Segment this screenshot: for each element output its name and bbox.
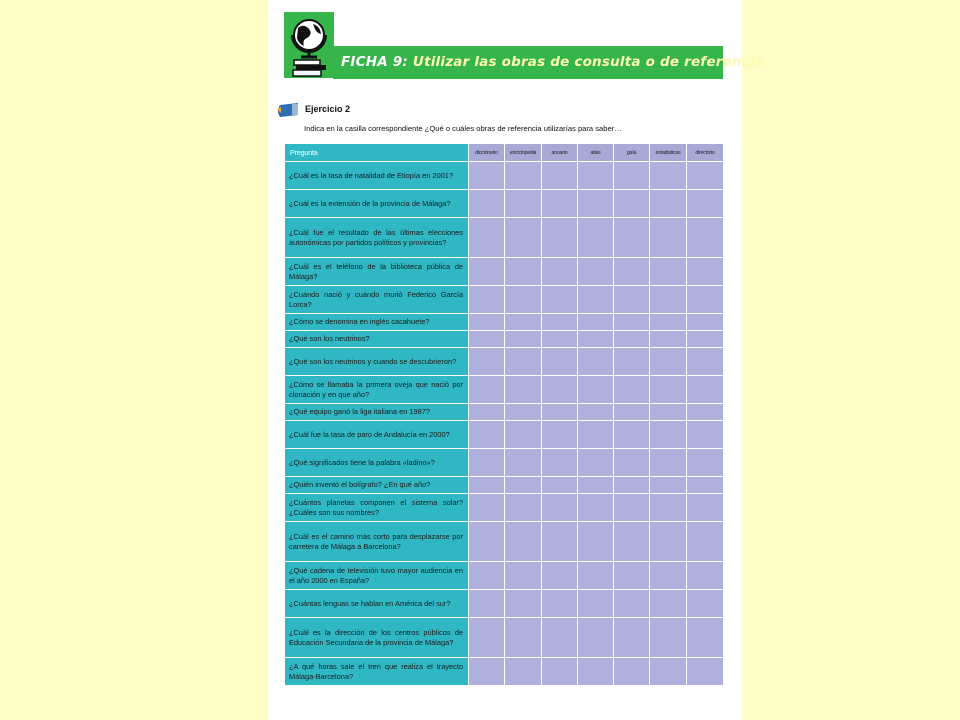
question-cell: ¿Cuál fue el resultado de las últimas elecciones autonómicas por partidos políticos y provincias? [285, 218, 469, 258]
answer-checkbox-cell[interactable] [614, 404, 650, 421]
answer-checkbox-cell[interactable] [505, 421, 542, 449]
answer-checkbox-cell[interactable] [469, 590, 505, 618]
answer-checkbox-cell[interactable] [650, 421, 687, 449]
question-cell: ¿Cuál fue la tasa de paro de Andalucía en 2000? [285, 421, 469, 449]
question-cell: ¿Qué son los neutrinos y cuando se descubrieron? [285, 348, 469, 376]
answer-checkbox-cell[interactable] [614, 522, 650, 562]
question-cell: ¿Cuál es la extensión de la provincia de Málaga? [285, 190, 469, 218]
answer-checkbox-cell[interactable] [614, 494, 650, 522]
answer-checkbox-cell[interactable] [687, 590, 724, 618]
table-row [285, 331, 724, 348]
answer-checkbox-cell[interactable] [650, 190, 687, 218]
answer-checkbox-cell[interactable] [578, 421, 614, 449]
answer-checkbox-cell[interactable] [542, 658, 578, 686]
answer-checkbox-cell[interactable] [469, 218, 505, 258]
table-row [285, 314, 724, 331]
answer-checkbox-cell[interactable] [687, 477, 724, 494]
answer-checkbox-cell[interactable] [469, 562, 505, 590]
answer-checkbox-cell[interactable] [687, 190, 724, 218]
table-row [285, 477, 724, 494]
answer-checkbox-cell[interactable] [469, 348, 505, 376]
answer-checkbox-cell[interactable] [650, 258, 687, 286]
answer-checkbox-cell[interactable] [614, 658, 650, 686]
answer-checkbox-cell[interactable] [687, 449, 724, 477]
answer-checkbox-cell[interactable] [469, 286, 505, 314]
table-row [285, 421, 724, 449]
answer-checkbox-cell[interactable] [505, 658, 542, 686]
answer-checkbox-cell[interactable] [469, 449, 505, 477]
answer-checkbox-cell[interactable] [542, 258, 578, 286]
answer-checkbox-cell[interactable] [505, 162, 542, 190]
answer-checkbox-cell[interactable] [505, 449, 542, 477]
table-row [285, 404, 724, 421]
table-row [285, 449, 724, 477]
table-row [285, 218, 724, 258]
question-cell: ¿Cuándo nació y cuándo murió Federico García Lorca? [285, 286, 469, 314]
answer-checkbox-cell[interactable] [614, 314, 650, 331]
answer-checkbox-cell[interactable] [469, 258, 505, 286]
answer-checkbox-cell[interactable] [687, 658, 724, 686]
answer-checkbox-cell[interactable] [578, 258, 614, 286]
answer-checkbox-cell[interactable] [578, 314, 614, 331]
pencil-icon [276, 102, 300, 118]
answer-checkbox-cell[interactable] [614, 190, 650, 218]
question-cell: ¿Qué cadena de televisión tuvo mayor audiencia en el año 2000 en España? [285, 562, 469, 590]
answer-checkbox-cell[interactable] [469, 494, 505, 522]
answer-checkbox-cell[interactable] [505, 258, 542, 286]
answer-checkbox-cell[interactable] [578, 494, 614, 522]
answer-checkbox-cell[interactable] [542, 562, 578, 590]
table-row [285, 348, 724, 376]
column-header: directorio [687, 144, 724, 162]
answer-checkbox-cell[interactable] [542, 286, 578, 314]
column-header: anuario [542, 144, 578, 162]
question-cell: ¿Cuál es la tasa de natalidad de Etiopía en 2001? [285, 162, 469, 190]
table-row [285, 522, 724, 562]
answer-checkbox-cell[interactable] [505, 562, 542, 590]
ficha-number: FICHA 9: [341, 54, 408, 70]
answer-checkbox-cell[interactable] [614, 348, 650, 376]
answer-checkbox-cell[interactable] [578, 562, 614, 590]
table-body [285, 162, 724, 686]
answer-checkbox-cell[interactable] [687, 404, 724, 421]
answer-checkbox-cell[interactable] [469, 331, 505, 348]
column-header: enciclopedia [505, 144, 542, 162]
answer-checkbox-cell[interactable] [469, 618, 505, 658]
answer-checkbox-cell[interactable] [578, 348, 614, 376]
answer-checkbox-cell[interactable] [542, 494, 578, 522]
answer-checkbox-cell[interactable] [505, 314, 542, 331]
globe-books-logo [284, 12, 334, 78]
answer-checkbox-cell[interactable] [614, 376, 650, 404]
answer-checkbox-cell[interactable] [578, 404, 614, 421]
worksheet-title: Utilizar las obras de consulta o de referencia [412, 54, 765, 70]
answer-checkbox-cell[interactable] [578, 618, 614, 658]
answer-checkbox-cell[interactable] [505, 190, 542, 218]
column-header: guía [614, 144, 650, 162]
answer-checkbox-cell[interactable] [687, 258, 724, 286]
answer-checkbox-cell[interactable] [469, 658, 505, 686]
table-row [285, 562, 724, 590]
question-cell: ¿Qué significados tiene la palabra «ladino»? [285, 449, 469, 477]
answer-checkbox-cell[interactable] [614, 562, 650, 590]
answer-checkbox-cell[interactable] [687, 286, 724, 314]
answer-checkbox-cell[interactable] [687, 421, 724, 449]
answer-checkbox-cell[interactable] [578, 162, 614, 190]
column-header: estadísticas [650, 144, 687, 162]
answer-checkbox-cell[interactable] [614, 421, 650, 449]
answer-checkbox-cell[interactable] [578, 190, 614, 218]
answer-checkbox-cell[interactable] [650, 314, 687, 331]
answer-checkbox-cell[interactable] [505, 331, 542, 348]
answer-checkbox-cell[interactable] [650, 331, 687, 348]
answer-checkbox-cell[interactable] [578, 331, 614, 348]
table-row [285, 590, 724, 618]
question-cell: ¿Qué equipo ganó la liga italiana en 1987? [285, 404, 469, 421]
answer-checkbox-cell[interactable] [650, 522, 687, 562]
answer-checkbox-cell[interactable] [469, 404, 505, 421]
answer-checkbox-cell[interactable] [650, 376, 687, 404]
answer-checkbox-cell[interactable] [542, 331, 578, 348]
answer-checkbox-cell[interactable] [614, 286, 650, 314]
table-row [285, 658, 724, 686]
answer-checkbox-cell[interactable] [614, 477, 650, 494]
answer-checkbox-cell[interactable] [650, 218, 687, 258]
answer-checkbox-cell[interactable] [469, 162, 505, 190]
worksheet-title-banner [333, 46, 765, 79]
answer-checkbox-cell[interactable] [578, 590, 614, 618]
answer-checkbox-cell[interactable] [505, 404, 542, 421]
answer-checkbox-cell[interactable] [650, 348, 687, 376]
answer-checkbox-cell[interactable] [542, 449, 578, 477]
answer-checkbox-cell[interactable] [505, 618, 542, 658]
column-header: diccionario [469, 144, 505, 162]
answer-checkbox-cell[interactable] [578, 522, 614, 562]
answer-checkbox-cell[interactable] [469, 190, 505, 218]
answer-checkbox-cell[interactable] [542, 404, 578, 421]
answer-checkbox-cell[interactable] [687, 494, 724, 522]
table-row [285, 286, 724, 314]
answer-checkbox-cell[interactable] [469, 376, 505, 404]
answer-checkbox-cell[interactable] [614, 618, 650, 658]
answer-checkbox-cell[interactable] [469, 522, 505, 562]
question-cell: ¿Cuántos planetas componen el sistema solar? ¿Cuáles son sus nombres? [285, 494, 469, 522]
answer-checkbox-cell[interactable] [650, 590, 687, 618]
answer-checkbox-cell[interactable] [542, 477, 578, 494]
answer-checkbox-cell[interactable] [542, 590, 578, 618]
column-header: atlas [578, 144, 614, 162]
answer-checkbox-cell[interactable] [650, 494, 687, 522]
answer-checkbox-cell[interactable] [505, 348, 542, 376]
answer-checkbox-cell[interactable] [650, 404, 687, 421]
answer-checkbox-cell[interactable] [687, 562, 724, 590]
answer-checkbox-cell[interactable] [650, 658, 687, 686]
answer-checkbox-cell[interactable] [687, 348, 724, 376]
answer-checkbox-cell[interactable] [687, 218, 724, 258]
answer-checkbox-cell[interactable] [542, 618, 578, 658]
question-cell: ¿Cuál es el teléfono de la biblioteca pública de Málaga? [285, 258, 469, 286]
answer-checkbox-cell[interactable] [614, 218, 650, 258]
answer-checkbox-cell[interactable] [650, 618, 687, 658]
question-cell: ¿Cómo se llamaba la primera oveja que nació por clonación y en que año? [285, 376, 469, 404]
answer-checkbox-cell[interactable] [505, 494, 542, 522]
answer-checkbox-cell[interactable] [505, 286, 542, 314]
question-cell: ¿Cómo se denomina en inglés cacahuete? [285, 314, 469, 331]
answer-checkbox-cell[interactable] [505, 522, 542, 562]
answer-checkbox-cell[interactable] [614, 449, 650, 477]
answer-checkbox-cell[interactable] [614, 331, 650, 348]
answer-checkbox-cell[interactable] [542, 314, 578, 331]
question-cell: ¿Quién inventó el bolígrafo? ¿En qué año? [285, 477, 469, 494]
answer-checkbox-cell[interactable] [614, 162, 650, 190]
question-cell: ¿Cuál es el camino más corto para desplazarse por carretera de Málaga a Barcelona? [285, 522, 469, 562]
answer-checkbox-cell[interactable] [687, 331, 724, 348]
answer-checkbox-cell[interactable] [542, 421, 578, 449]
answer-checkbox-cell[interactable] [469, 314, 505, 331]
answer-checkbox-cell[interactable] [578, 658, 614, 686]
answer-checkbox-cell[interactable] [469, 477, 505, 494]
answer-checkbox-cell[interactable] [650, 449, 687, 477]
answer-checkbox-cell[interactable] [650, 477, 687, 494]
table-row [285, 618, 724, 658]
answer-checkbox-cell[interactable] [687, 162, 724, 190]
answer-checkbox-cell[interactable] [542, 376, 578, 404]
reference-works-table [284, 143, 724, 686]
answer-checkbox-cell[interactable] [614, 258, 650, 286]
column-header-question: Pregunta [285, 144, 469, 162]
question-cell: ¿A qué horas sale el tren que realiza el trayecto Málaga-Barcelona? [285, 658, 469, 686]
exercise-instruction: Indica en la casilla correspondiente ¿Qué o cuáles obras de referencia utilizarías para saber… [304, 124, 622, 133]
question-cell: ¿Cuál es la dirección de los centros públicos de Educación Secundaria de la provincia de Málaga? [285, 618, 469, 658]
table-row [285, 162, 724, 190]
answer-checkbox-cell[interactable] [542, 348, 578, 376]
answer-checkbox-cell[interactable] [542, 190, 578, 218]
table-row [285, 376, 724, 404]
answer-checkbox-cell[interactable] [469, 421, 505, 449]
table-row [285, 258, 724, 286]
answer-checkbox-cell[interactable] [687, 522, 724, 562]
answer-checkbox-cell[interactable] [614, 590, 650, 618]
answer-checkbox-cell[interactable] [687, 376, 724, 404]
answer-checkbox-cell[interactable] [505, 218, 542, 258]
answer-checkbox-cell[interactable] [650, 162, 687, 190]
answer-checkbox-cell[interactable] [578, 218, 614, 258]
answer-checkbox-cell[interactable] [687, 314, 724, 331]
answer-checkbox-cell[interactable] [505, 376, 542, 404]
answer-checkbox-cell[interactable] [650, 562, 687, 590]
exercise-label: Ejercicio 2 [305, 104, 351, 114]
answer-checkbox-cell[interactable] [578, 286, 614, 314]
answer-checkbox-cell[interactable] [650, 286, 687, 314]
table-header-row [285, 144, 724, 162]
question-cell: ¿Qué son los neutrinos? [285, 331, 469, 348]
answer-checkbox-cell[interactable] [542, 218, 578, 258]
answer-checkbox-cell[interactable] [542, 522, 578, 562]
table-row [285, 190, 724, 218]
table-row [285, 494, 724, 522]
answer-checkbox-cell[interactable] [578, 477, 614, 494]
answer-checkbox-cell[interactable] [542, 162, 578, 190]
answer-checkbox-cell[interactable] [505, 590, 542, 618]
answer-checkbox-cell[interactable] [687, 618, 724, 658]
answer-checkbox-cell[interactable] [578, 449, 614, 477]
answer-checkbox-cell[interactable] [578, 376, 614, 404]
answer-checkbox-cell[interactable] [505, 477, 542, 494]
question-cell: ¿Cuántas lenguas se hablan en América del sur? [285, 590, 469, 618]
